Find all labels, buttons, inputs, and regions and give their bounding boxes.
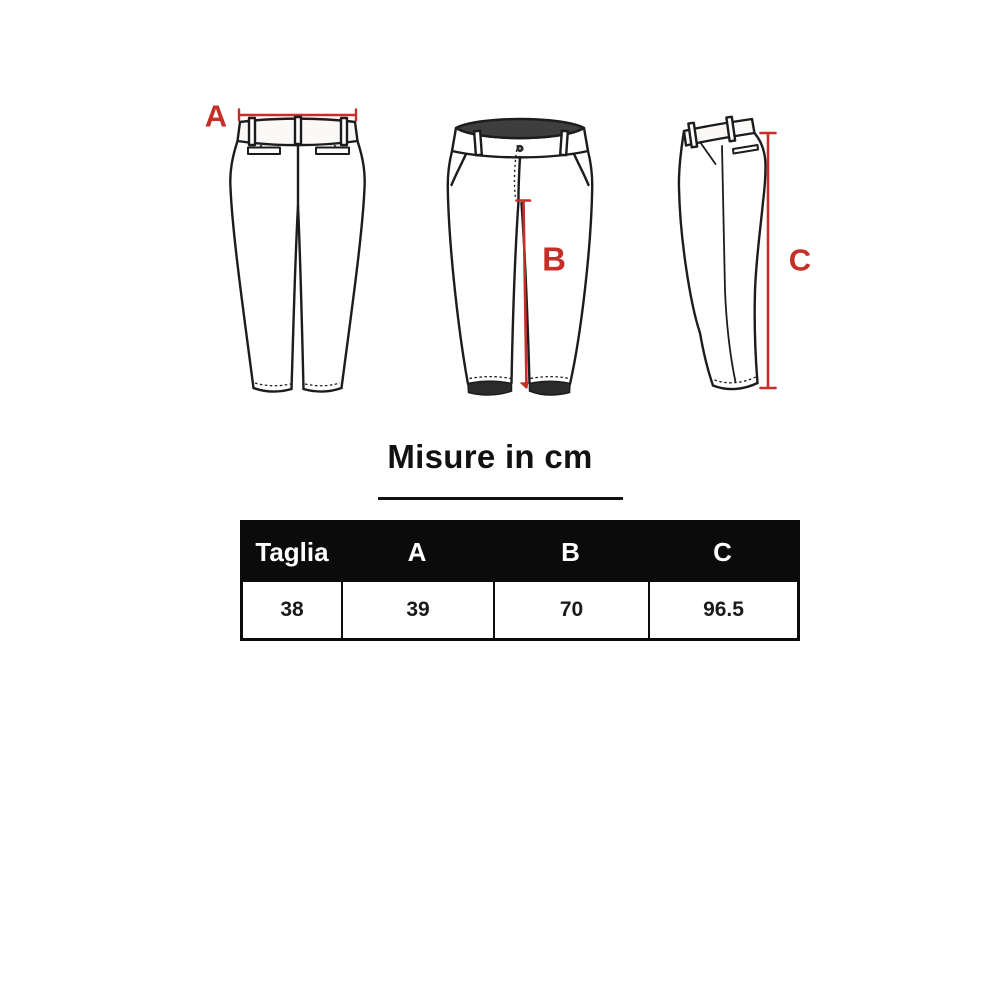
data-cell-taglia: 38	[280, 598, 304, 621]
trousers-side-view-illustration	[665, 108, 790, 400]
belt-loop	[341, 118, 347, 145]
page-title: Misure in cm	[387, 438, 593, 475]
title-underline	[378, 497, 623, 500]
right-side-seam	[342, 141, 365, 388]
crease-line	[722, 146, 736, 382]
measure-label-b: B	[542, 240, 566, 278]
front-view-outline	[448, 119, 593, 384]
size-table-data-row	[243, 582, 797, 638]
center-front-seam	[518, 157, 520, 200]
waist-button-hole	[519, 148, 521, 150]
belt-loop	[249, 118, 255, 145]
left-pocket-opening	[452, 154, 467, 185]
belt-loop	[560, 131, 568, 155]
measure-label-a: A	[204, 98, 228, 134]
back-edge	[755, 133, 766, 383]
measure-line-c	[761, 133, 776, 388]
right-inseam	[298, 206, 304, 389]
header-cell-b: B	[561, 537, 580, 567]
back-pocket	[316, 148, 349, 155]
side-view-outline	[679, 117, 766, 389]
back-pocket	[248, 148, 280, 155]
right-hem	[304, 388, 342, 392]
left-hem	[254, 388, 292, 392]
back-view-outline	[230, 117, 364, 392]
header-cell-c: C	[713, 537, 732, 567]
belt-loop	[295, 117, 301, 144]
dark-hems	[468, 381, 570, 395]
header-cell-a: A	[407, 537, 427, 567]
data-cell-a: 39	[341, 582, 493, 638]
size-table-header-row	[243, 523, 797, 582]
front-edge	[679, 131, 713, 386]
left-inseam	[292, 206, 299, 389]
measure-label-c: C	[788, 242, 812, 278]
data-cell-b: 70	[493, 582, 648, 638]
hem-stitching	[470, 377, 570, 379]
trousers-front-view-illustration	[440, 105, 605, 405]
trousers-back-view-illustration	[215, 100, 375, 405]
header-cell-taglia: Taglia	[255, 537, 329, 567]
left-inseam	[512, 201, 519, 383]
right-pocket-opening	[574, 154, 589, 185]
data-cell-c: 96.5	[648, 582, 797, 638]
size-table	[240, 520, 800, 641]
pocket-opening	[700, 142, 716, 164]
left-side-seam	[230, 141, 253, 388]
back-pocket	[733, 145, 758, 154]
hem	[713, 383, 758, 389]
belt-loop	[474, 131, 482, 155]
